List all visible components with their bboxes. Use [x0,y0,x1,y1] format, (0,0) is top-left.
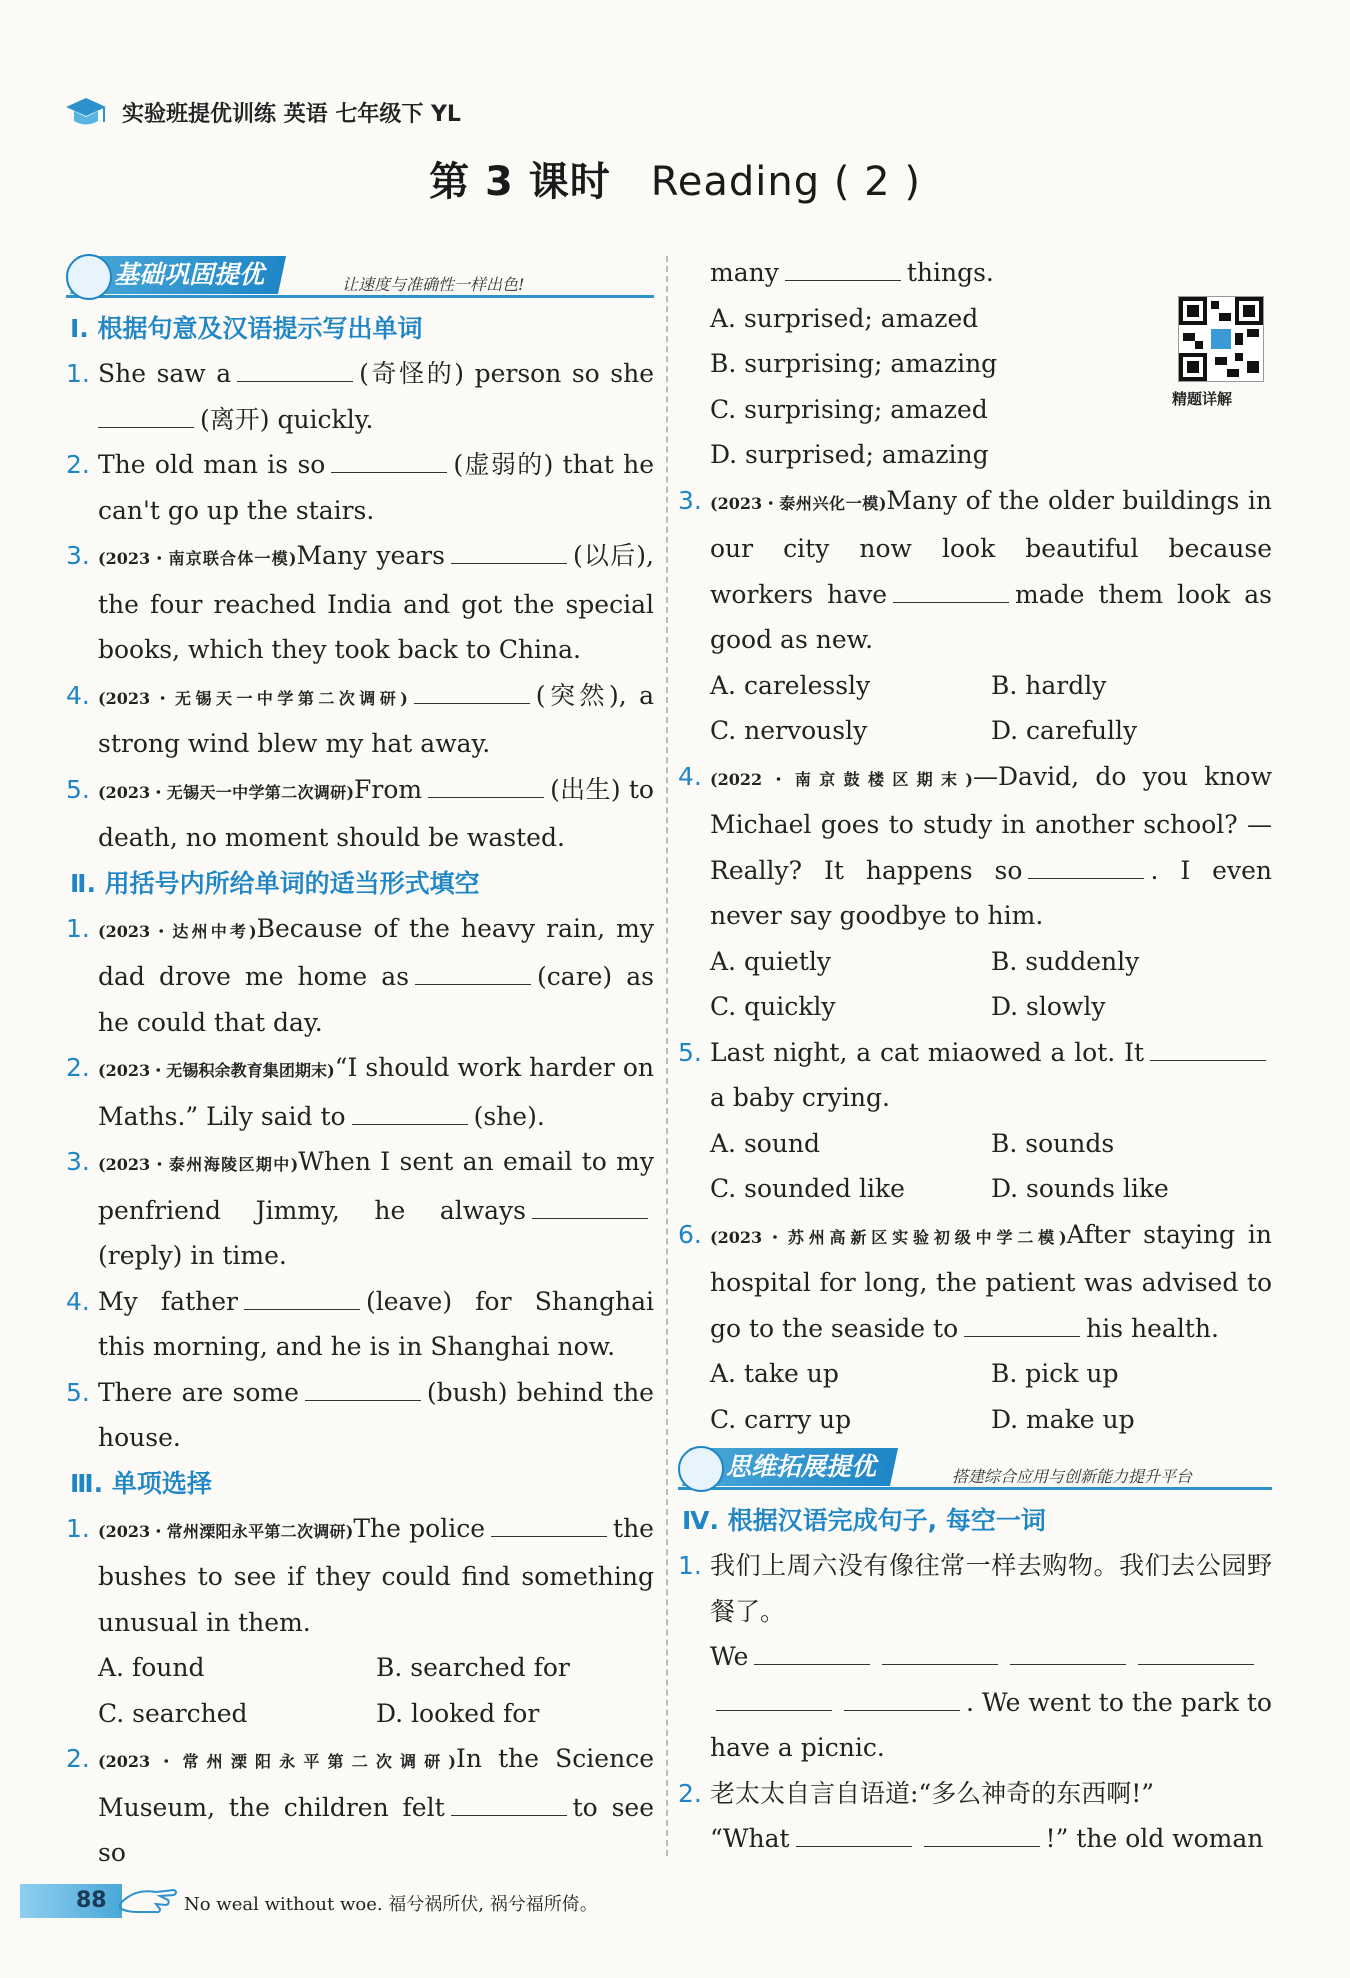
question [66,442,654,533]
option[interactable]: C. nervously [710,716,868,745]
answer-blank[interactable] [1150,1034,1266,1061]
question [66,1045,654,1139]
question-source: (2023・达州中考) [98,921,257,941]
option[interactable]: B. surprising; amazing [710,349,998,378]
section-heading: Ⅰ. 根据句意及汉语提示写出单词 [70,314,423,343]
answer-blank[interactable] [844,1684,960,1711]
section-heading: Ⅲ. 单项选择 [70,1468,212,1498]
answer-blank[interactable] [414,677,530,704]
answer-blank[interactable] [532,1192,648,1219]
option[interactable]: D. slowly [991,992,1106,1021]
question-number: 2. [66,1744,90,1773]
option[interactable]: D. make up [991,1404,1135,1434]
option[interactable]: C. searched [98,1698,248,1728]
hand-pointer-icon [116,1878,180,1922]
option[interactable]: D. looked for [376,1698,540,1728]
question-source: (2023・泰州兴化一模) [710,493,887,513]
question-text: (bush) behind the house. [98,1377,654,1452]
answer-blank[interactable] [331,446,447,473]
option[interactable]: B. sounds [991,1128,1115,1158]
option[interactable]: A. carelessly [710,670,871,700]
answer-blank[interactable] [244,1283,360,1310]
answer-blank[interactable] [1138,1638,1254,1665]
option[interactable]: C. surprising; amazed [710,394,988,424]
question-number: 4. [678,761,702,791]
motto: No weal without woe. 福兮祸所伏, 祸兮福所倚。 [184,1894,598,1915]
answer-blank[interactable] [237,355,353,382]
question-text: In the Science Museum, the children felt [98,1744,654,1822]
option[interactable]: D. sounds like [991,1174,1169,1203]
options [678,1351,1272,1442]
answer-blank[interactable] [305,1374,421,1401]
answer-blank[interactable] [1010,1638,1126,1665]
option[interactable]: A. take up [710,1359,839,1388]
question-text: She saw a [98,359,232,388]
option[interactable]: A. found [98,1653,205,1682]
question-text: (she). [473,1101,545,1131]
question-source: (2022・南京鼓楼区期末) [710,769,973,789]
question-text: The old man is so [98,450,326,479]
graduation-cap-icon [64,94,108,130]
option[interactable]: A. sound [710,1128,821,1158]
question-source: (2023・泰州海陵区期中) [98,1155,299,1174]
question-text: the bushes to see if they could find something unusual in them. [98,1513,654,1637]
question-text: (leave) for Shanghai this morning, and he is in Shanghai now. [98,1286,654,1361]
option[interactable]: B. pick up [991,1359,1119,1388]
question [66,906,654,1046]
question-number: 1. [678,1551,702,1580]
option[interactable]: C. sounded like [710,1174,905,1203]
question-number: 4. [66,680,90,710]
option[interactable]: B. hardly [991,670,1107,700]
question-text: There are some [98,1377,299,1407]
question [678,1771,1272,1862]
answer-blank[interactable] [964,1310,1080,1337]
question-text: —Really? It happens so [710,810,1272,885]
question [66,1736,654,1876]
option[interactable]: A. surprised; amazed [710,303,979,333]
question [66,767,654,861]
option[interactable]: A. quietly [710,946,832,976]
options [66,1645,654,1736]
question-number: 1. [66,1513,90,1543]
answer-blank[interactable] [415,958,531,985]
question-text: things. [906,258,994,287]
answer-blank[interactable] [796,1820,912,1847]
lesson-title [0,150,1350,207]
options [678,1121,1272,1212]
question [678,754,1272,939]
question [66,1279,654,1370]
banner-extension [678,1442,1272,1492]
answer-blank[interactable] [98,401,194,428]
question-text: his health. [1086,1313,1219,1343]
question-number: 5. [678,1037,702,1067]
question-text: many [710,258,779,287]
option[interactable]: B. suddenly [991,946,1140,976]
question-number: 3. [66,541,90,570]
question-source: (2023・南京联合体一模) [98,549,297,568]
question [678,478,1272,663]
question [66,1370,654,1461]
question-number: 4. [66,1286,90,1316]
question [66,533,654,673]
question-number: 3. [678,485,702,515]
qr-label: 精题详解 [1172,390,1233,408]
answer-blank[interactable] [882,1638,998,1665]
question [66,1139,654,1279]
question [66,351,654,442]
question-number: 1. [66,913,90,943]
question-text: “What [710,1824,790,1853]
page-number: 88 [20,1884,122,1918]
question-text: (出生) to death, no moment should be wasted. [98,774,654,852]
question-text: . I even never say goodbye to him. [710,855,1272,930]
question-source: (2023・苏州高新区实验初级中学二模) [710,1227,1067,1247]
answer-blank[interactable] [893,576,1009,603]
lesson-number: 第 3 课时 [429,159,611,205]
question-source: (2023・常州溧阳永平第二次调研) [98,1521,354,1541]
question-text: We [710,1642,749,1671]
banner-subtitle: 搭建综合应用与创新能力提升平台 [952,1467,1193,1486]
question-text: to see so [98,1792,654,1867]
question-text: (突然), a strong wind blew my hat away. [98,680,654,758]
answer-blank[interactable] [491,1510,607,1537]
question-text: The police [353,1513,486,1543]
left-column [66,250,654,1876]
option[interactable]: D. carefully [991,716,1138,745]
qr-code-icon[interactable] [1178,296,1264,382]
banner-title: 思维拓展提优 [726,1452,877,1481]
option[interactable]: C. carry up [710,1404,852,1434]
brain-icon [678,1446,724,1492]
answer-blank[interactable] [716,1684,832,1711]
question-text: a baby crying. [710,1083,890,1112]
question-text: “I should work harder on Maths.” Lily said to [98,1053,654,1131]
question-number: 6. [678,1219,702,1249]
question-number: 2. [66,1053,90,1082]
question-text: Many of the older buildings in our city now look beautiful because workers have [710,485,1272,609]
question [678,1030,1272,1121]
answer-blank[interactable] [754,1638,870,1665]
question-source: (2023・无锡天一中学第二次调研) [98,782,355,802]
options [678,663,1272,754]
question [678,1212,1272,1352]
question-text: made them look as good as new. [710,579,1272,654]
question-text: After staying in hospital for long, the patient was advised to go to the seaside to [710,1219,1272,1343]
question-number: 3. [66,1147,90,1176]
question-text: (reply) in time. [98,1241,287,1270]
question-text: Many years [296,541,445,570]
question [66,1506,654,1646]
option[interactable]: D. surprised; amazing [710,440,989,469]
answer-blank[interactable] [924,1820,1040,1847]
question-text: . We went to the park to have a picnic. [710,1687,1272,1762]
banner-title: 基础巩固提优 [114,260,265,289]
question-source: (2023・无锡天一中学第二次调研) [98,688,408,708]
question-text: —David, do you know Michael goes to study in another school? [710,761,1272,839]
book-title: 实验班提优训练 英语 七年级下 YL [122,101,461,127]
answer-blank[interactable] [451,1789,567,1816]
right-column [678,250,1272,1862]
option[interactable]: C. quickly [710,992,836,1021]
question-text: Last night, a cat miaowed a lot. It [710,1037,1144,1067]
lesson-name: Reading ( 2 ) [650,159,921,205]
question-number: 5. [66,774,90,804]
question-number: 2. [66,450,90,479]
question-source: (2023・常州溧阳永平第二次调研) [98,1752,456,1771]
question-text: From [354,774,423,804]
answer-blank[interactable] [1028,852,1144,879]
options [678,939,1272,1030]
banner-subtitle: 让速度与准确性一样出色! [342,275,525,294]
question [678,1543,1272,1771]
question-text: When I sent an email to my penfriend Jimmy, he always [98,1147,654,1225]
section-heading: Ⅱ. 用括号内所给单词的适当形式填空 [70,868,480,898]
target-icon [66,254,112,300]
section-heading: Ⅳ. 根据汉语完成句子, 每空一词 [682,1506,1046,1535]
question-text: (奇怪的) person so she [359,359,654,388]
question-text: 我们上周六没有像往常一样去购物。我们去公园野餐了。 [710,1551,1272,1626]
page-footer [20,1878,1020,1922]
question-number: 5. [66,1377,90,1407]
column-divider [666,256,668,1856]
answer-blank[interactable] [451,537,567,564]
question-text: (虚弱的) that he can't go up the stairs. [98,450,654,525]
answer-blank[interactable] [785,254,901,281]
question-text: (以后), the four reached India and got the special books, which they took back to China. [98,541,654,664]
banner-basic [66,250,654,300]
answer-blank[interactable] [428,771,544,798]
answer-blank[interactable] [352,1098,468,1125]
option[interactable]: B. searched for [376,1653,570,1682]
page-header [64,92,461,132]
question-source: (2023・无锡积余教育集团期末) [98,1061,335,1080]
question-number: 2. [678,1778,702,1808]
question-text: (care) as he could that day. [98,962,654,1037]
question-text: My father [98,1286,238,1316]
question-text: (离开) quickly. [200,404,374,434]
question-text: !” the old woman [1045,1824,1264,1853]
question [66,673,654,767]
question-text: Because of the heavy rain, my dad drove me home as [98,913,654,991]
question-text: 老太太自言自语道:“多么神奇的东西啊!” [710,1778,1155,1808]
question-number: 1. [66,359,90,388]
question-continued [678,250,1272,296]
